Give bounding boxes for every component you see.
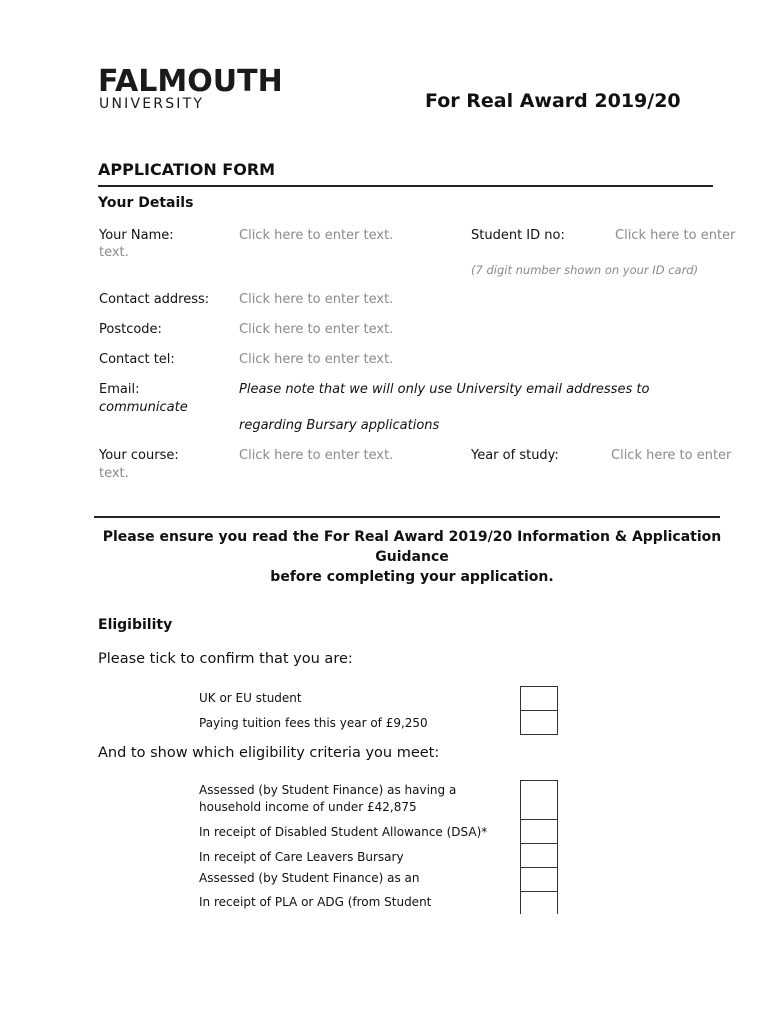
confirm-intro: Please tick to confirm that you are: [98, 651, 353, 667]
criteria-income-label: Assessed (by Student Finance) as having a [199, 783, 457, 797]
student-id-field[interactable]: Click here to enter [615, 228, 736, 243]
tel-label: Contact tel: [99, 352, 175, 367]
confirm-fees-checkbox[interactable] [520, 710, 558, 735]
criteria-intro: And to show which eligibility criteria you meet: [98, 745, 440, 761]
criteria-dsa-checkbox[interactable] [520, 819, 558, 844]
criteria-independent-label: Assessed (by Student Finance) as an [199, 871, 420, 885]
email-label: Email: [99, 382, 140, 397]
email-note: Please note that we will only use University email addresses to [239, 382, 650, 397]
student-id-label: Student ID no: [471, 228, 565, 243]
criteria-independent-checkbox[interactable] [520, 867, 558, 892]
logo-subtitle: UNIVERSITY [99, 96, 205, 112]
postcode-label: Postcode: [99, 322, 162, 337]
name-label: Your Name: [99, 228, 174, 243]
details-divider [94, 516, 720, 518]
student-id-hint: (7 digit number shown on your ID card) [471, 263, 699, 277]
confirm-uk-eu-checkbox[interactable] [520, 686, 558, 711]
criteria-income-label-cont: household income of under £42,875 [199, 800, 417, 814]
criteria-care-leavers-label: In receipt of Care Leavers Bursary [199, 850, 404, 864]
eligibility-heading: Eligibility [98, 617, 173, 633]
course-field[interactable]: Click here to enter text. [239, 448, 394, 463]
criteria-income-checkbox[interactable] [520, 780, 558, 820]
course-label: Your course: [99, 448, 179, 463]
name-field-wrap[interactable]: text. [99, 245, 129, 260]
email-note-cont: regarding Bursary applications [239, 418, 440, 433]
course-field-wrap[interactable]: text. [99, 466, 129, 481]
confirm-fees-label: Paying tuition fees this year of £9,250 [199, 716, 428, 730]
criteria-pla-adg-checkbox[interactable] [520, 891, 558, 916]
guidance-notice: Please ensure you read the For Real Award 2019/20 Information & Application Guidance [102, 529, 722, 565]
address-label: Contact address: [99, 292, 210, 307]
email-label-cont: communicate [99, 400, 188, 415]
name-field[interactable]: Click here to enter text. [239, 228, 394, 243]
guidance-notice-cont: before completing your application. [270, 569, 554, 585]
logo-wordmark: FALMOUTH [98, 64, 283, 99]
details-heading: Your Details [98, 195, 194, 211]
year-field[interactable]: Click here to enter [611, 448, 732, 463]
address-field[interactable]: Click here to enter text. [239, 292, 394, 307]
form-title: APPLICATION FORM [98, 160, 276, 179]
title-divider [98, 185, 713, 187]
confirm-uk-eu-label: UK or EU student [199, 691, 302, 705]
year-label: Year of study: [471, 448, 559, 463]
criteria-care-leavers-checkbox[interactable] [520, 843, 558, 868]
award-title: For Real Award 2019/20 [425, 90, 681, 112]
postcode-field[interactable]: Click here to enter text. [239, 322, 394, 337]
page-bottom-margin [0, 914, 770, 1024]
tel-field[interactable]: Click here to enter text. [239, 352, 394, 367]
criteria-pla-adg-label: In receipt of PLA or ADG (from Student [199, 895, 432, 909]
criteria-dsa-label: In receipt of Disabled Student Allowance (DSA)* [199, 825, 488, 839]
